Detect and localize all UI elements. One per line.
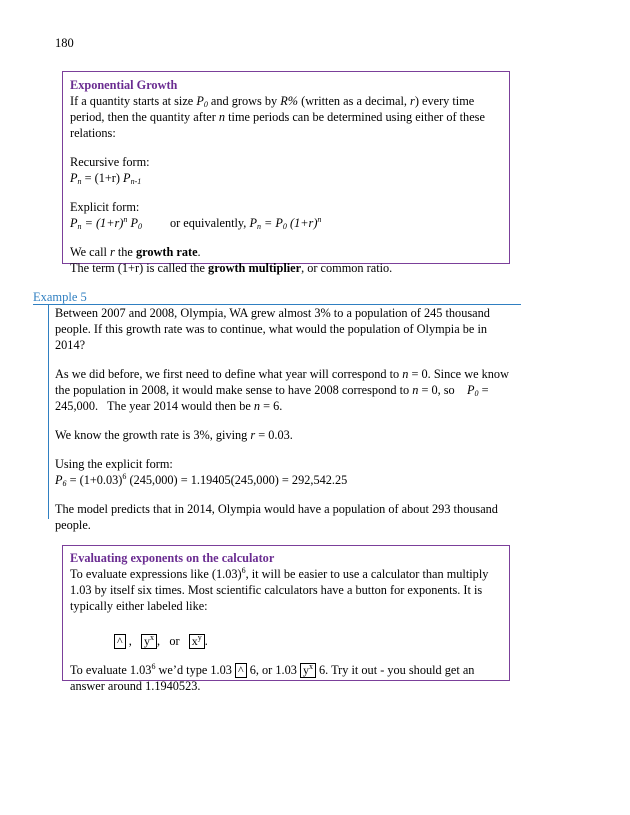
example-body (55, 305, 525, 533)
example-text: people. (55, 518, 91, 532)
example-text: Between 2007 and 2008, Olympia, WA grew almost 3% to a population of 245 thousand (55, 306, 490, 320)
calc-text: 1.03 by itself six times. Most scientific calculators have a button for exponents. It is (70, 583, 483, 597)
example-text: 245,000. The year 2014 would then be n = 6. (55, 399, 283, 413)
calc-text: To evaluate 1.03$^6$ we’d type 1.03 ^ 6, or 1.03 $y^x$ 6. Try it out - you should get an (70, 662, 475, 677)
calc-text: answer around 1.1940523. (70, 679, 201, 693)
calc-text: To evaluate expressions like $(1.03)^6$, it will be easier to use a calculator than multiply (70, 566, 489, 581)
example-text: Using the explicit form: (55, 457, 173, 471)
yx-key-icon: $y^x$ (300, 663, 316, 678)
calc-text: typically either labeled like: (70, 599, 208, 613)
exponential-growth-box (62, 71, 510, 275)
example-text: As we did before, we first need to define what year will correspond to n = 0. Since we know (55, 367, 509, 381)
yx-key-icon: $y^x$ (141, 634, 157, 649)
caret-key-icon: ^ (235, 663, 247, 678)
calculator-exponents-box (62, 545, 510, 693)
example-text: people. If this growth rate was to continue, what would the population of Olympia be in (55, 322, 488, 336)
caret-key-icon: ^ (114, 634, 126, 649)
explicit-label: Explicit form: (70, 200, 140, 214)
definition-line-1: If a quantity starts at size $P_0$ and grows by R% (written as a decimal, r) every time (70, 94, 475, 109)
page-number: 180 (55, 36, 74, 50)
example-side-rule (48, 305, 49, 519)
growth-multiplier-line: The term (1+r) is called the growth multiplier, or common ratio. (70, 261, 393, 275)
box-title: Exponential Growth (70, 78, 178, 92)
growth-rate-line: We call r the growth rate. (70, 245, 201, 259)
xy-key-icon: $x^y$ (189, 634, 205, 649)
definition-line-3: relations: (70, 126, 116, 140)
example-text: 2014? (55, 338, 86, 352)
recursive-formula: $P_n = (1+r)$ $P_{n-1}$ (70, 171, 142, 186)
explicit-formula: $P_n = (1+r)^n$ $P_0$ or equivalently, $P_n = P_0$ $(1+r)^n$ (70, 215, 322, 231)
example-label: Example 5 (33, 290, 87, 304)
box-title: Evaluating exponents on the calculator (70, 551, 275, 565)
example-text: We know the growth rate is 3%, giving r = 0.03. (55, 428, 293, 442)
calculator-keys: ^ , $y^x$ , or $x^y$ . (70, 633, 509, 649)
definition-line-2: period, then the quantity after n time periods can be determined using either of these (70, 110, 485, 124)
example-text: The model predicts that in 2014, Olympia would have a population of about 293 thousand (55, 502, 498, 516)
example-text: the population in 2008, it would make sense to have 2008 correspond to n = 0, so $P_0$ = (55, 383, 489, 398)
recursive-label: Recursive form: (70, 155, 150, 169)
example-computation: $P_6 = (1+0.03)^6$ (245,000) = 1.19405(245,000) = 292,542.25 (55, 472, 348, 488)
